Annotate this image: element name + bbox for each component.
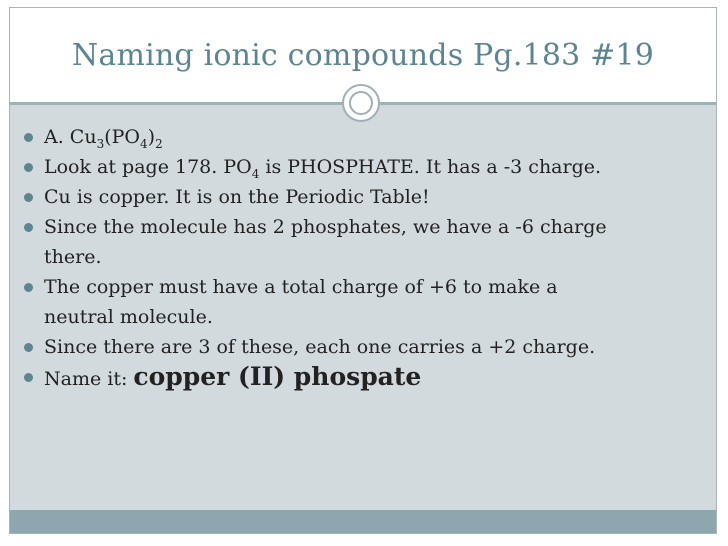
bullet-each-charge: Since there are 3 of these, each one carries a +2 charge. [22, 332, 712, 362]
bullet-formula: A. $Cu_3(PO_4)_2$ [22, 122, 712, 152]
bullet-dot-icon [24, 133, 33, 142]
bullet-copper-charge: The copper must have a total charge of +6 to make a neutral molecule. [22, 272, 712, 332]
circle-ornament-inner [349, 91, 373, 115]
slide-frame [9, 7, 717, 534]
content-area [10, 105, 716, 510]
answer-text: copper (II) phospate [133, 362, 422, 391]
bullet-answer: Name it: copper (II) phospate [22, 362, 712, 394]
slide-title: Naming ionic compounds Pg.183 #19 [71, 38, 655, 73]
bullet-dot-icon [24, 283, 33, 292]
bullet-dot-icon [24, 163, 33, 172]
bullet-charge-total: Since the molecule has 2 phosphates, we have a -6 charge there. [22, 212, 712, 272]
bullet-list [22, 122, 712, 394]
bullet-dot-icon [24, 373, 33, 382]
footer-bar [10, 510, 716, 533]
bullet-dot-icon [24, 223, 33, 232]
circle-ornament-icon [342, 84, 380, 122]
bullet-phosphate: Look at page 178. $PO_4$ is PHOSPHATE. It has a -3 charge. [22, 152, 712, 182]
bullet-copper: Cu is copper. It is on the Periodic Table! [22, 182, 712, 212]
bullet-dot-icon [24, 193, 33, 202]
bullet-dot-icon [24, 343, 33, 352]
